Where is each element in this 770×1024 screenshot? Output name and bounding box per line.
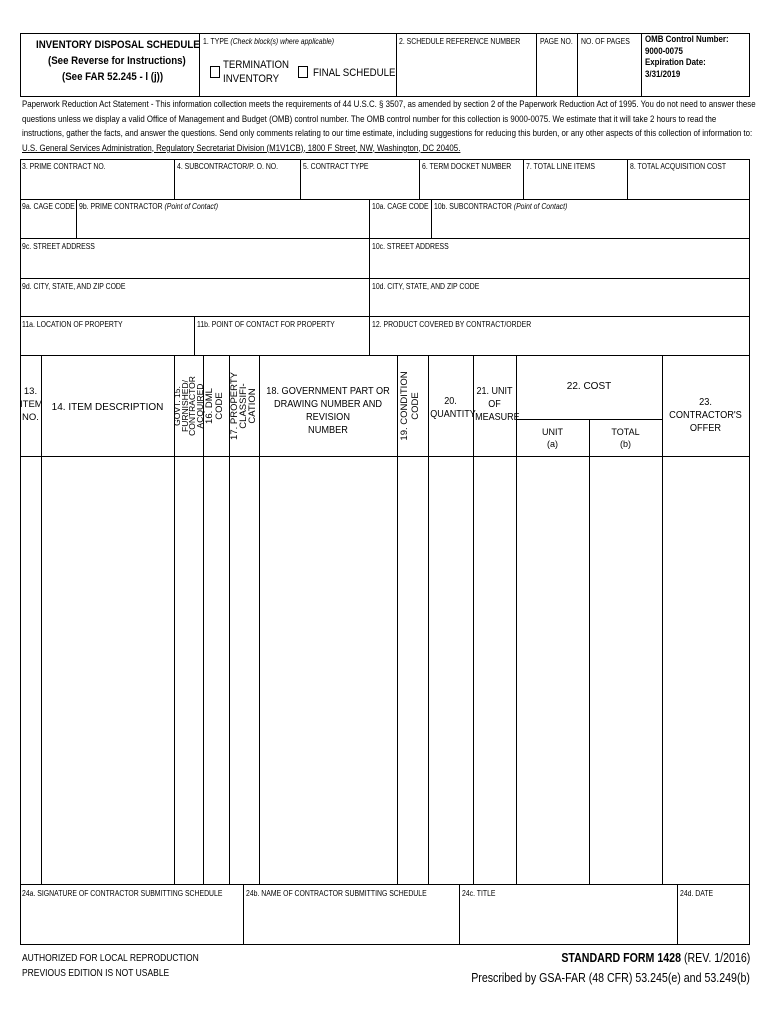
item-description-header: 14. ITEM DESCRIPTION <box>51 402 164 413</box>
prop-header-2: CLASSIFI- <box>238 383 249 429</box>
location-label: 11a. LOCATION OF PROPERTY <box>22 320 123 329</box>
product-input[interactable] <box>371 332 747 353</box>
city-10d-input[interactable] <box>371 294 747 314</box>
cage-code-9a-input[interactable] <box>22 214 74 236</box>
prime-contract-label: 3. PRIME CONTRACT NO. <box>22 162 106 171</box>
schedule-ref-label: 2. SCHEDULE REFERENCE NUMBER <box>399 37 521 46</box>
signature-field[interactable] <box>22 902 241 942</box>
paperwork-line-1: Paperwork Reduction Act Statement - This information collection meets the requirements of 44 U.S.C. § 3507, as amended by section 2 of the Paperwork Reduction Act of 1995. You do not need to answer these <box>22 99 756 110</box>
unit-of-measure-header <box>475 385 520 424</box>
contract-type-input[interactable] <box>302 174 417 197</box>
footer-left <box>22 951 199 981</box>
title-label: 24c. TITLE <box>462 889 496 898</box>
uom-header-3: MEASURE <box>475 412 520 423</box>
termination-inventory-label <box>223 58 289 86</box>
prime-contractor-hint: (Point of Contact) <box>164 202 219 211</box>
govt-header-3: CONTRACTOR <box>187 376 197 436</box>
poc-input[interactable] <box>196 332 367 353</box>
subcontractor-label-text: 10b. SUBCONTRACTOR <box>434 202 512 211</box>
cond-header-2: CODE <box>410 392 421 420</box>
date-label: 24d. DATE <box>680 889 714 898</box>
expiration-label: Expiration Date: <box>645 57 706 67</box>
total-acq-cost-input[interactable] <box>629 174 747 197</box>
gov-part-header-3: NUMBER <box>308 425 348 436</box>
cost-unit-header-1: UNIT <box>542 427 563 437</box>
prime-contractor-input[interactable] <box>78 214 367 236</box>
cost-unit-header-2: (a) <box>547 439 558 449</box>
quantity-header-2: QUANTITY <box>430 409 476 420</box>
termination-label-line1: TERMINATION <box>223 59 289 71</box>
dml-header-2: CODE <box>214 392 225 420</box>
dml-header-1: 16. DML <box>204 388 215 424</box>
no-of-pages-label: NO. OF PAGES <box>581 37 630 46</box>
gov-part-header-1: 18. GOVERNMENT PART OR <box>266 386 390 397</box>
product-label: 12. PRODUCT COVERED BY CONTRACT/ORDER <box>372 320 532 329</box>
form-subtitle-far: (See FAR 52.245 - l (j)) <box>62 71 164 83</box>
total-acq-cost-label: 8. TOTAL ACQUISITION COST <box>630 162 727 171</box>
cage-code-10a-label: 10a. CAGE CODE <box>372 202 429 211</box>
form-revision: (REV. 1/2016) <box>683 951 750 965</box>
property-classification-header <box>230 360 257 452</box>
final-schedule-checkbox[interactable] <box>298 66 308 78</box>
paperwork-statement <box>22 98 756 156</box>
quantity-header <box>430 395 476 421</box>
form-name: STANDARD FORM 1428 <box>561 951 681 965</box>
total-line-items-input[interactable] <box>525 174 625 197</box>
title-input[interactable] <box>461 902 675 942</box>
omb-info <box>645 34 729 80</box>
prescribed-by: Prescribed by GSA-FAR (48 CFR) 53.245(e) and 53.249(b) <box>471 971 750 985</box>
cage-code-9a-label: 9a. CAGE CODE <box>22 202 75 211</box>
omb-label: OMB Control Number: <box>645 34 729 44</box>
dml-code-header <box>205 360 225 452</box>
subcontractor-input[interactable] <box>433 214 747 236</box>
termination-label-line2: INVENTORY <box>223 73 280 85</box>
street-10c-input[interactable] <box>371 254 747 276</box>
street-10c-label: 10c. STREET ADDRESS <box>372 242 449 251</box>
subcontract-input[interactable] <box>176 174 298 197</box>
uom-header-2: OF <box>488 399 501 410</box>
offer-header-1: 23. CONTRACTOR'S <box>669 397 742 421</box>
subcontractor-label <box>434 202 567 212</box>
city-9d-input[interactable] <box>22 294 367 314</box>
page-no-label: PAGE NO. <box>540 37 573 46</box>
prime-contractor-label-text: 9b. PRIME CONTRACTOR <box>79 202 163 211</box>
subcontract-label: 4. SUBCONTRACTOR/P. O. NO. <box>177 162 279 171</box>
govt-header-2: FURNISHED/ <box>179 380 190 432</box>
schedule-ref-input[interactable] <box>399 50 534 94</box>
item-no-header-3: NO. <box>22 412 39 423</box>
govt-header-4: ACQUIRED <box>194 383 205 429</box>
omb-number: 9000-0075 <box>645 45 683 56</box>
paperwork-line-2: questions unless we display a valid Office of Management and Budget (OMB) control number. The OMB control number for this collection is 9000-0075. We estimate that it will take 2 hours to read the <box>22 113 717 125</box>
contractor-name-label: 24b. NAME OF CONTRACTOR SUBMITTING SCHEDULE <box>246 889 427 898</box>
prime-contract-input[interactable] <box>22 174 172 197</box>
type-hint: (Check block(s) where applicable) <box>230 37 335 46</box>
quantity-header-1: 20. <box>444 396 457 407</box>
type-label <box>203 37 334 47</box>
no-of-pages-input[interactable] <box>580 50 640 94</box>
cond-header-1: 19. CONDITION <box>399 371 410 441</box>
paperwork-line-3: instructions, gather the facts, and answer the questions. Send only comments relating to our time estimate, including suggestions for reducing this burden, or any other aspects of this collection of information to: <box>22 128 753 139</box>
final-schedule-label: FINAL SCHEDULE <box>313 67 396 79</box>
signature-label: 24a. SIGNATURE OF CONTRACTOR SUBMITTING SCHEDULE <box>22 889 223 898</box>
type-label-text: 1. TYPE <box>203 37 229 46</box>
cage-code-10a-input[interactable] <box>371 214 429 236</box>
prop-header-3: CATION <box>247 388 258 424</box>
date-input[interactable] <box>679 902 747 942</box>
gov-part-header <box>265 385 392 437</box>
paperwork-line-4: U.S. General Services Administration, Regulatory Secretariat Division (M1V1CB), 1800 F Street, NW, Washington, DC 20405. <box>22 142 461 154</box>
city-9d-label: 9d. CITY, STATE, AND ZIP CODE <box>22 282 126 291</box>
total-line-items-label: 7. TOTAL LINE ITEMS <box>526 162 595 171</box>
item-no-header-2: ITEM <box>20 399 43 410</box>
location-input[interactable] <box>22 332 192 353</box>
item-no-header-1: 13. <box>23 386 38 397</box>
cost-total-header-1: TOTAL <box>611 427 640 437</box>
page-no-input[interactable] <box>539 50 575 94</box>
contractor-name-input[interactable] <box>245 902 457 942</box>
govt-furnished-header <box>174 360 204 452</box>
footer-reproduction: AUTHORIZED FOR LOCAL REPRODUCTION <box>22 953 199 964</box>
prime-contractor-label <box>79 202 218 212</box>
gov-part-header-2: DRAWING NUMBER AND REVISION <box>273 399 383 423</box>
termination-inventory-checkbox[interactable] <box>210 66 220 78</box>
subcontractor-hint: (Point of Contact) <box>513 202 568 211</box>
street-9c-input[interactable] <box>22 254 367 276</box>
uom-header-1: 21. UNIT <box>476 386 513 397</box>
term-docket-label: 6. TERM DOCKET NUMBER <box>422 162 512 171</box>
contractor-offer-header <box>665 396 745 435</box>
city-10d-label: 10d. CITY, STATE, AND ZIP CODE <box>372 282 480 291</box>
items-table-body[interactable] <box>21 457 749 883</box>
offer-header-2: OFFER <box>689 423 722 434</box>
expiration-date: 3/31/2019 <box>645 68 681 79</box>
govt-header-1: GOVT. 15. <box>172 386 182 426</box>
cost-total-header-2: (b) <box>620 439 631 449</box>
cost-total-header <box>589 426 662 450</box>
street-9c-label: 9c. STREET ADDRESS <box>22 242 95 251</box>
poc-label: 11b. POINT OF CONTACT FOR PROPERTY <box>197 320 335 329</box>
item-no-header <box>20 385 41 424</box>
form-subtitle-instructions: (See Reverse for Instructions) <box>48 55 186 67</box>
cost-header: 22. COST <box>566 381 612 392</box>
footer-previous-edition: PREVIOUS EDITION IS NOT USABLE <box>22 968 170 979</box>
form-title: INVENTORY DISPOSAL SCHEDULE <box>36 39 200 51</box>
condition-code-header <box>399 360 421 452</box>
term-docket-input[interactable] <box>421 174 521 197</box>
contract-type-label: 5. CONTRACT TYPE <box>303 162 369 171</box>
prop-header-1: 17. PROPERTY <box>229 372 240 440</box>
cost-unit-header <box>516 426 589 450</box>
form-number <box>561 951 750 965</box>
